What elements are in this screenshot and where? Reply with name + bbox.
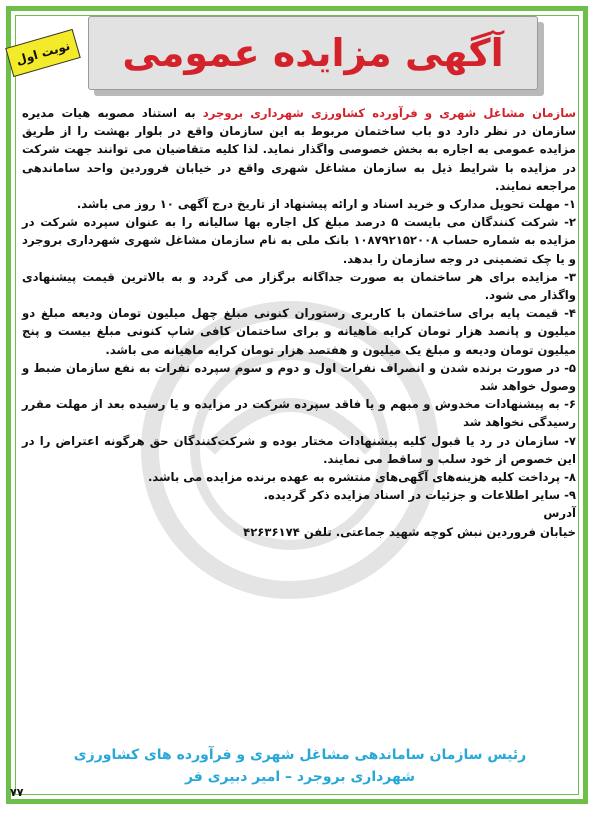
condition-item-6: ۶- به پیشنهادات مخدوش و مبهم و یا فاقد سپرده شرکت در مزایده و یا رسیده بعد از مهلت مقرر رسیدگی نخواهد شد: [22, 397, 576, 430]
condition-item-8: ۸- پرداخت کلیه هزینه‌های آگهی‌های منتشره به عهده برنده مزایده می باشد.: [148, 470, 576, 485]
condition-item-4: ۴- قیمت پایه برای ساختمان با کاربری رستوران کنونی مبلغ چهل میلیون تومان ودیعه مبلغ دو میلیون و پانصد هزار تومان کرایه ماهیانه و برای ساختمان کافی شاپ کنونی مبلغ بیست و پنج میلیون تومان ودیعه و مبلغ یک میلیون و هفتصد هزار تومان کرایه ماهیانه می باشد.: [22, 306, 576, 357]
intro-text: به استناد مصوبه هیات مدیره سازمان در نظر دارد دو باب ساختمان مربوط به این سازمان واقع در بلوار بهشت را از طریق مزایده عمومی به اجاره به بخش خصوصی واگذار نماید. لذا کلیه متقاضیان می توانند جهت شرکت در مزایده با شرایط ذیل به سازمان مشاغل شهری واقع در خیابان فروردین واحد ساماندهی مراجعه نمایند.: [22, 106, 576, 193]
signature-line-1: رئیس سازمان ساماندهی مشاغل شهری و فرآورده های کشاورزی: [73, 747, 527, 763]
badge-label: نوبت اول: [14, 38, 72, 68]
notice-body: [22, 104, 576, 541]
condition-item-9: ۹- سایر اطلاعات و جزئیات در اسناد مزایده ذکر گردیده.: [263, 488, 576, 503]
organization-name: سازمان مشاغل شهری و فرآورده کشاورزی شهرداری بروجرد: [202, 106, 576, 120]
condition-item-2: ۲- شرکت کنندگان می بایست ۵ درصد مبلغ کل اجاره بها سالیانه را به عنوان سپرده شرکت در مزایده به شماره حساب ۱۰۸۷۹۲۱۵۲۰۰۸ بانک ملی به نام سازمان مشاغل شهری شهرداری بروجرد و یا چک تضمینی در وجه سازمان را بدهد.: [22, 215, 576, 266]
signature-block: [30, 744, 570, 788]
condition-item-5: ۵- در صورت برنده شدن و انصراف نفرات اول و دوم و سوم سپرده نفرات به نفع سازمان ضبط و وصول خواهد شد: [22, 360, 576, 394]
signature-line-2: شهرداری بروجرد – امیر دبیری فر: [184, 769, 416, 785]
title-banner: [88, 16, 538, 90]
condition-item-7: ۷- سازمان در رد یا قبول کلیه پیشنهادات مختار بوده و شرکت‌کنندگان حق هرگونه اعتراض را در این خصوص از خود سلب و ساقط می نمایند.: [22, 433, 576, 466]
address-text: خیابان فروردین نبش کوچه شهید جماعتی. تلفن ۴۲۶۳۶۱۷۴: [243, 524, 576, 539]
condition-item-3: ۳- مزایده برای هر ساختمان به صورت جداگانه برگزار می گردد و به بالاترین قیمت پیشنهادی واگذار می شود.: [22, 269, 576, 303]
intro-paragraph: [22, 104, 576, 195]
page-title: آگهی مزایده عمومی: [122, 31, 504, 75]
page-number: ۷۷: [10, 786, 24, 799]
address-label: آدرس: [543, 506, 576, 521]
condition-item-1: ۱- مهلت تحویل مدارک و خرید اسناد و ارائه پیشنهاد از تاریخ درج آگهی ۱۰ روز می باشد.: [76, 197, 576, 212]
